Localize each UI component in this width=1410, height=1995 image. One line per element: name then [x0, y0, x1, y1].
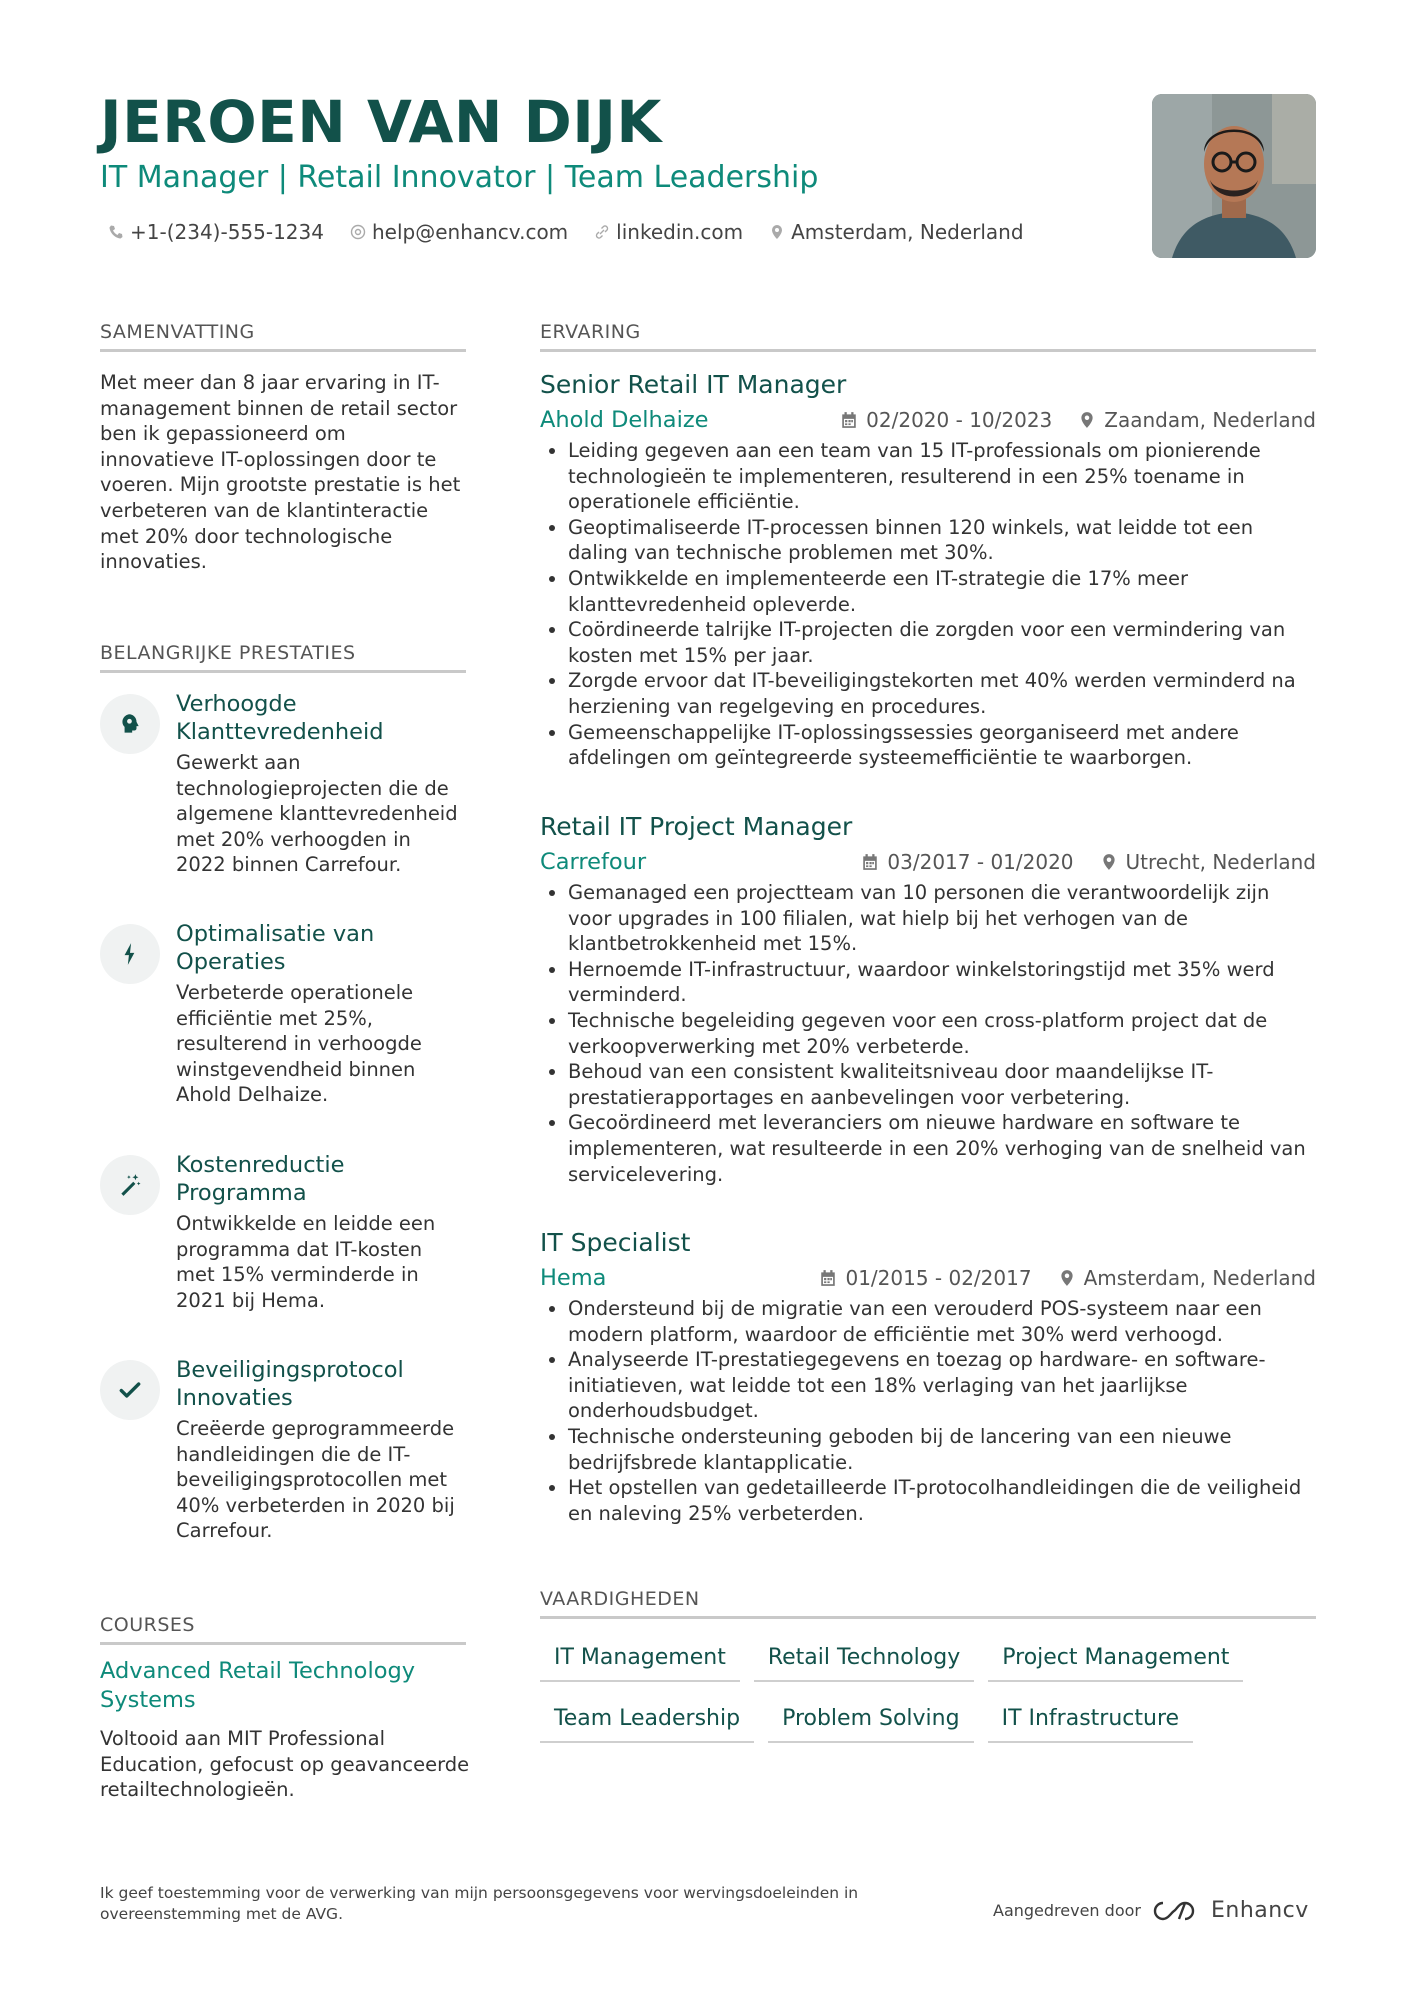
skill-tag: IT Infrastructure — [988, 1702, 1193, 1743]
job-bullet: Gemeenschappelijke IT-oplossingssessies georganiseerd met andere afdelingen om geïntegreerde systeemefficiëntie te waarborgen. — [540, 720, 1316, 771]
job-location — [1100, 850, 1316, 874]
job-bullet: Zorgde ervoor dat IT-beveiligingstekorten met 40% werden verminderd na herziening van regelgeving en procedures. — [540, 668, 1316, 719]
job-meta — [540, 1264, 1316, 1292]
summary-section-title: SAMENVATTING — [100, 321, 466, 352]
job-meta — [540, 848, 1316, 876]
job-bullet: Technische begeleiding gegeven voor een cross-platform project dat de verkoopverwerking met 20% verbeterde. — [540, 1008, 1316, 1059]
achievement-title: Verhoogde Klanttevredenheid — [176, 691, 384, 745]
achievement-item — [100, 920, 466, 1108]
calendar-icon — [819, 1269, 837, 1287]
job-title: Senior Retail IT Manager — [540, 370, 847, 399]
lightning-icon — [117, 941, 143, 967]
job-bullet: Coördineerde talrijke IT-projecten die zorgden voor een vermindering van kosten met 15% per jaar. — [540, 617, 1316, 668]
job-entry — [540, 370, 1316, 771]
powered-by-label: Aangedreven door — [993, 1901, 1141, 1920]
location-icon — [1078, 411, 1096, 429]
course-title: Advanced Retail Technology Systems — [100, 1658, 416, 1713]
summary-text: Met meer dan 8 jaar ervaring in IT-management binnen de retail sector ben ik gepassioneerd om innovatieve IT-oplossingen door te voeren. Mijn grootste prestatie is het verbeteren van de klantinteractie met 20% door technologische innovaties. — [100, 371, 461, 574]
job-company: Carrefour — [540, 849, 647, 875]
location-icon — [769, 224, 785, 240]
achievement-item — [100, 1151, 466, 1313]
skills-list — [540, 1641, 1316, 1743]
skill-tag: IT Management — [540, 1641, 740, 1682]
candidate-tagline: IT Manager | Retail Innovator | Team Leadership — [100, 160, 819, 195]
achievement-description: Ontwikkelde en leidde een programma dat IT-kosten met 15% verminderde in 2021 bij Hema. — [176, 1212, 436, 1312]
contact-location-text: Amsterdam, Nederland — [791, 220, 1024, 244]
achievement-description: Gewerkt aan technologieprojecten die de algemene klanttevredenheid met 20% verhoogden in 2022 binnen Carrefour. — [176, 751, 458, 877]
calendar-icon — [861, 853, 879, 871]
job-title: IT Specialist — [540, 1228, 691, 1257]
achievement-title: Kostenreductie Programma — [176, 1152, 345, 1206]
enhancv-logo-icon — [1151, 1899, 1197, 1923]
job-dates-text: 02/2020 - 10/2023 — [866, 408, 1053, 432]
job-bullet: Ondersteund bij de migratie van een verouderd POS-systeem naar een modern platform, waardoor de efficiëntie met 30% werd verhoogd. — [540, 1296, 1316, 1347]
contact-email-text: help@enhancv.com — [371, 220, 569, 244]
course-description: Voltooid aan MIT Professional Education, gefocust op geavanceerde retailtechnologieën. — [100, 1727, 470, 1802]
enhancv-brand: Enhancv — [1210, 1898, 1309, 1923]
achievement-description: Creëerde geprogrammeerde handleidingen die de IT-beveiligingsprotocollen met 40% verbeterden in 2020 bij Carrefour. — [176, 1417, 455, 1543]
job-bullet: Analyseerde IT-prestatiegegevens en toezag op hardware- en software-initiatieven, wat leidde tot een 18% verlaging van het jaarlijkse onderhoudsbudget. — [540, 1347, 1316, 1424]
skill-tag: Retail Technology — [754, 1641, 974, 1682]
job-entry — [540, 812, 1316, 1187]
candidate-name: JEROEN VAN DIJK — [100, 88, 662, 156]
experience-section-title: ERVARING — [540, 321, 1316, 352]
powered-by[interactable] — [993, 1898, 1309, 1923]
job-bullet: Behoud van een consistent kwaliteitsniveau door maandelijkse IT-prestatierapportages en aanbevelingen voor verbetering. — [540, 1059, 1316, 1110]
job-bullet: Leiding gegeven aan een team van 15 IT-professionals om pionierende technologieën te implementeren, resulterend in een 25% toename in operationele efficiëntie. — [540, 438, 1316, 515]
job-company: Hema — [540, 1265, 607, 1291]
job-location-text: Amsterdam, Nederland — [1083, 1266, 1316, 1290]
job-meta — [540, 406, 1316, 434]
consent-notice: Ik geef toestemming voor de verwerking van mijn persoonsgegevens voor wervingsdoeleinden in overeenstemming met de AVG. — [100, 1884, 859, 1923]
achievement-description: Verbeterde operationele efficiëntie met 25%, resulterend in verhoogde winstgevendheid binnen Ahold Delhaize. — [176, 981, 422, 1107]
location-icon — [1100, 853, 1118, 871]
job-bullet: Hernoemde IT-infrastructuur, waardoor winkelstoringstijd met 35% werd verminderd. — [540, 957, 1316, 1008]
job-title: Retail IT Project Manager — [540, 812, 853, 841]
contact-phone-text: +1-(234)-555-1234 — [130, 220, 324, 244]
achievement-icon-badge — [100, 1155, 160, 1215]
job-bullets — [540, 438, 1316, 771]
job-bullet: Het opstellen van gedetailleerde IT-protocolhandleidingen die de veiligheid en naleving 25% verbeterden. — [540, 1475, 1316, 1526]
job-dates — [819, 1266, 1031, 1290]
job-entry — [540, 1228, 1316, 1526]
job-bullet: Ontwikkelde en implementeerde een IT-strategie die 17% meer klanttevredenheid opleverde. — [540, 566, 1316, 617]
skills-section-title: VAARDIGHEDEN — [540, 1588, 1316, 1619]
profile-photo — [1152, 94, 1316, 258]
achievement-item — [100, 1356, 466, 1544]
skill-tag: Problem Solving — [768, 1702, 974, 1743]
job-bullets — [540, 880, 1316, 1187]
job-bullets — [540, 1296, 1316, 1526]
job-location — [1058, 1266, 1316, 1290]
achievement-icon-badge — [100, 1360, 160, 1420]
calendar-icon — [840, 411, 858, 429]
magic-wand-icon — [117, 1172, 143, 1198]
job-location — [1078, 408, 1316, 432]
at-icon — [350, 224, 366, 240]
job-dates-text: 01/2015 - 02/2017 — [845, 1266, 1032, 1290]
phone-icon — [108, 224, 124, 240]
job-company: Ahold Delhaize — [540, 407, 709, 433]
job-bullet: Technische ondersteuning geboden bij de lancering van een nieuwe bedrijfsbrede klantapplicatie. — [540, 1424, 1316, 1475]
achievement-item — [100, 690, 466, 878]
skill-tag: Project Management — [988, 1641, 1243, 1682]
achievement-icon-badge — [100, 694, 160, 754]
achievements-section-title: BELANGRIJKE PRESTATIES — [100, 642, 466, 673]
contact-location — [769, 220, 1023, 244]
contact-email[interactable] — [350, 220, 568, 244]
location-icon — [1058, 1269, 1076, 1287]
achievement-title: Optimalisatie van Operaties — [176, 921, 375, 975]
job-location-text: Utrecht, Nederland — [1125, 850, 1316, 874]
contact-linkedin-text: linkedin.com — [616, 220, 744, 244]
achievement-title: Beveiligingsprotocol Innovaties — [176, 1357, 404, 1411]
skill-tag: Team Leadership — [540, 1702, 754, 1743]
job-bullet: Gemanaged een projectteam van 10 personen die verantwoordelijk zijn voor upgrades in 100 filialen, wat hielp bij het verhogen van de klantbetrokkenheid met 15%. — [540, 880, 1316, 957]
job-dates-text: 03/2017 - 01/2020 — [887, 850, 1074, 874]
courses-section-title: COURSES — [100, 1614, 466, 1645]
job-dates — [861, 850, 1073, 874]
job-dates — [840, 408, 1052, 432]
checkmark-icon — [117, 1377, 143, 1403]
contact-bar — [108, 220, 1024, 244]
job-bullet: Geoptimaliseerde IT-processen binnen 120 winkels, wat leidde tot een daling van technische problemen met 30%. — [540, 515, 1316, 566]
contact-phone[interactable] — [108, 220, 324, 244]
head-icon — [117, 711, 143, 737]
achievement-icon-badge — [100, 924, 160, 984]
contact-linkedin[interactable] — [594, 220, 743, 244]
job-bullet: Gecoördineerd met leveranciers om nieuwe hardware en software te implementeren, wat resulteerde in een 20% verhoging van de snelheid van servicelevering. — [540, 1110, 1316, 1187]
job-location-text: Zaandam, Nederland — [1104, 408, 1316, 432]
link-icon — [594, 224, 610, 240]
